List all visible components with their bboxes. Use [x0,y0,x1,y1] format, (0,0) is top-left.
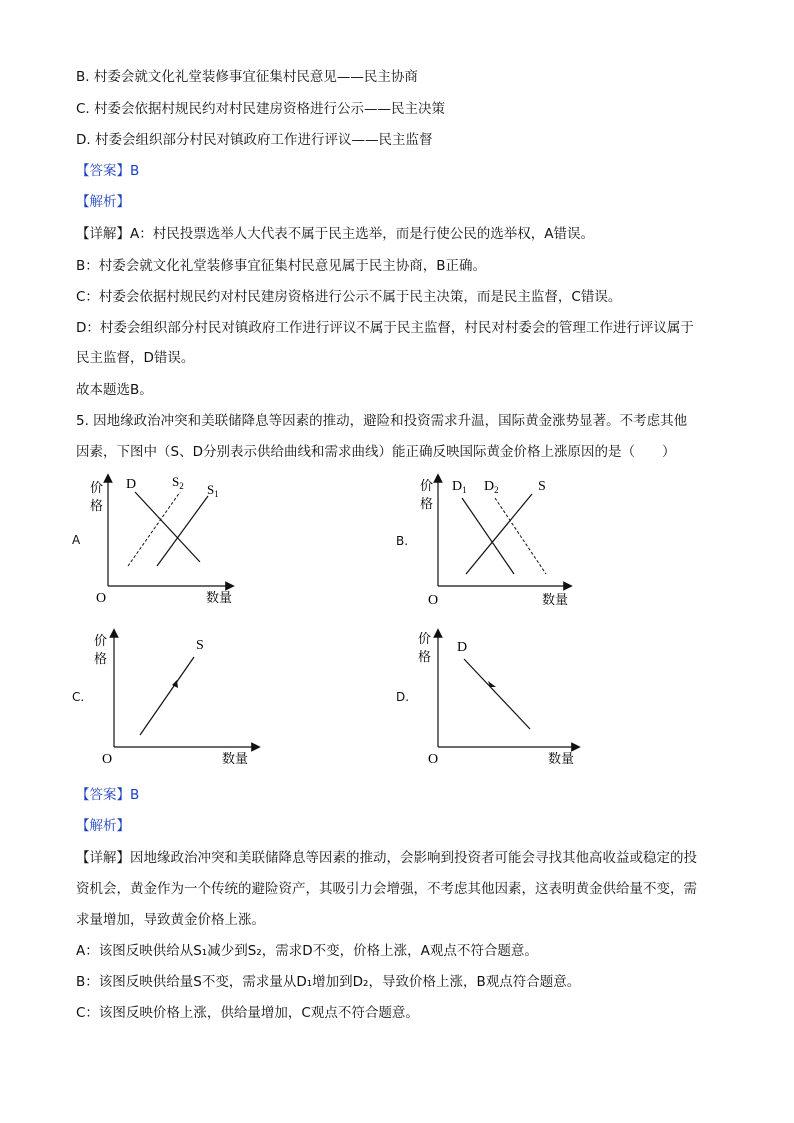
figure-d-qty-label: 数量 [548,752,575,767]
question-5-line2: 因素，下图中（S、D分别表示供给曲线和需求曲线）能正确反映国际黄金价格上涨原因的是（ ） [76,444,676,460]
figure-a-s2-line [128,492,180,566]
figure-b-d2-label: $D_2$ [484,479,499,495]
figure-b-d1-line [462,498,514,574]
conclusion: 故本题选B。 [76,382,153,398]
figure-a-qty-label: 数量 [206,591,233,606]
figure-a-s1-label: $S_1$ [207,482,219,499]
figure-d-d-label: D [457,640,468,655]
detail-c: C：村委会依据村规民约对村民建房资格进行公示不属于民主决策，而是民主监督，C错误。 [76,289,622,305]
figure-b-d1-label: $D_1$ [452,479,467,495]
figure-b-d2-line [495,498,546,574]
figure-a-option-label: A [72,533,81,547]
detail-d-cont: 民主监督，D错误。 [76,350,195,366]
figure-b-origin: O [428,593,439,608]
figure-c-s-line [140,657,194,735]
option-c-text: C. 村委会依据村规民约对村民建房资格进行公示——民主决策 [76,101,446,117]
option-b-text: B. 村委会就文化礼堂装修事宜征集村民意见——民主协商 [76,69,418,85]
figure-a-price-label: 价 [90,481,104,496]
figure-c-option-label: C. [72,690,85,704]
detail-5-line2: 资机会，黄金作为一个传统的避险资产，其吸引力会增强，不考虑其他因素，这表明黄金供给量不变，需 [76,881,697,897]
figure-c-price-label: 价 [94,634,108,649]
figure-c-qty-label: 数量 [222,752,249,767]
figure-b-price-label: 价 [420,479,434,494]
detail-d: D：村委会组织部分村民对镇政府工作进行评议不属于民主监督，村民对村委会的管理工作进行评议属于 [76,320,694,336]
figure-c-price-label-2: 格 [94,652,108,667]
answer-label: 【答案】B [76,163,140,179]
detail-a: 【详解】A：村民投票选举人大代表不属于民主选举，而是行使公民的选举权，A错误。 [76,226,594,242]
figure-c [88,625,268,775]
detail-5-c: C：该图反映价格上涨，供给量增加，C观点不符合题意。 [76,1005,419,1021]
figure-b-s-label: S [538,479,546,494]
answer-label-2: 【答案】B [76,787,140,803]
analysis-label: 【解析】 [76,194,130,210]
question-5-line1: 5. 因地缘政治冲突和美联储降息等因素的推动，避险和投资需求升温，国际黄金涨势显著。不考虑其他 [76,413,688,429]
figure-d-option-label: D. [396,690,410,704]
figure-b-s-line [466,494,532,574]
figure-c-s-label: S [196,638,204,653]
figure-a-s1-line [157,496,208,566]
figure-d-d-line [464,659,530,729]
detail-5-b: B：该图反映供给量S不变，需求量从D₁增加到D₂，导致价格上涨，B观点符合题意。 [76,974,581,990]
figure-a-price-label-2: 格 [90,499,104,514]
figure-b-qty-label: 数量 [542,593,569,608]
figure-d-price-label: 价 [418,632,432,647]
figure-b-option-label: B. [396,534,409,548]
detail-5-line1: 【详解】因地缘政治冲突和美联储降息等因素的推动，会影响到投资者可能会寻找其他高收益或稳定的投 [76,850,697,866]
detail-5-line3: 求量增加，导致黄金价格上涨。 [76,912,265,928]
figure-d-origin: O [428,752,439,767]
figure-a-d-label: D [126,477,137,492]
figure-c-origin: O [102,752,113,767]
figure-d [410,625,590,775]
detail-b: B：村委会就文化礼堂装修事宜征集村民意见属于民主协商，B正确。 [76,258,487,274]
figure-a [80,470,260,610]
figure-a-s2-label: $S_2$ [172,474,184,491]
detail-5-a: A：该图反映供给从S₁减少到S₂，需求D不变，价格上涨，A观点不符合题意。 [76,943,538,959]
figure-b-price-label-2: 格 [420,497,434,512]
figure-d-price-label-2: 格 [418,650,432,665]
figure-a-origin: O [96,591,107,606]
figure-b [410,470,590,610]
analysis-label-2: 【解析】 [76,818,130,834]
option-d-text: D. 村委会组织部分村民对镇政府工作进行评议——民主监督 [76,132,433,148]
